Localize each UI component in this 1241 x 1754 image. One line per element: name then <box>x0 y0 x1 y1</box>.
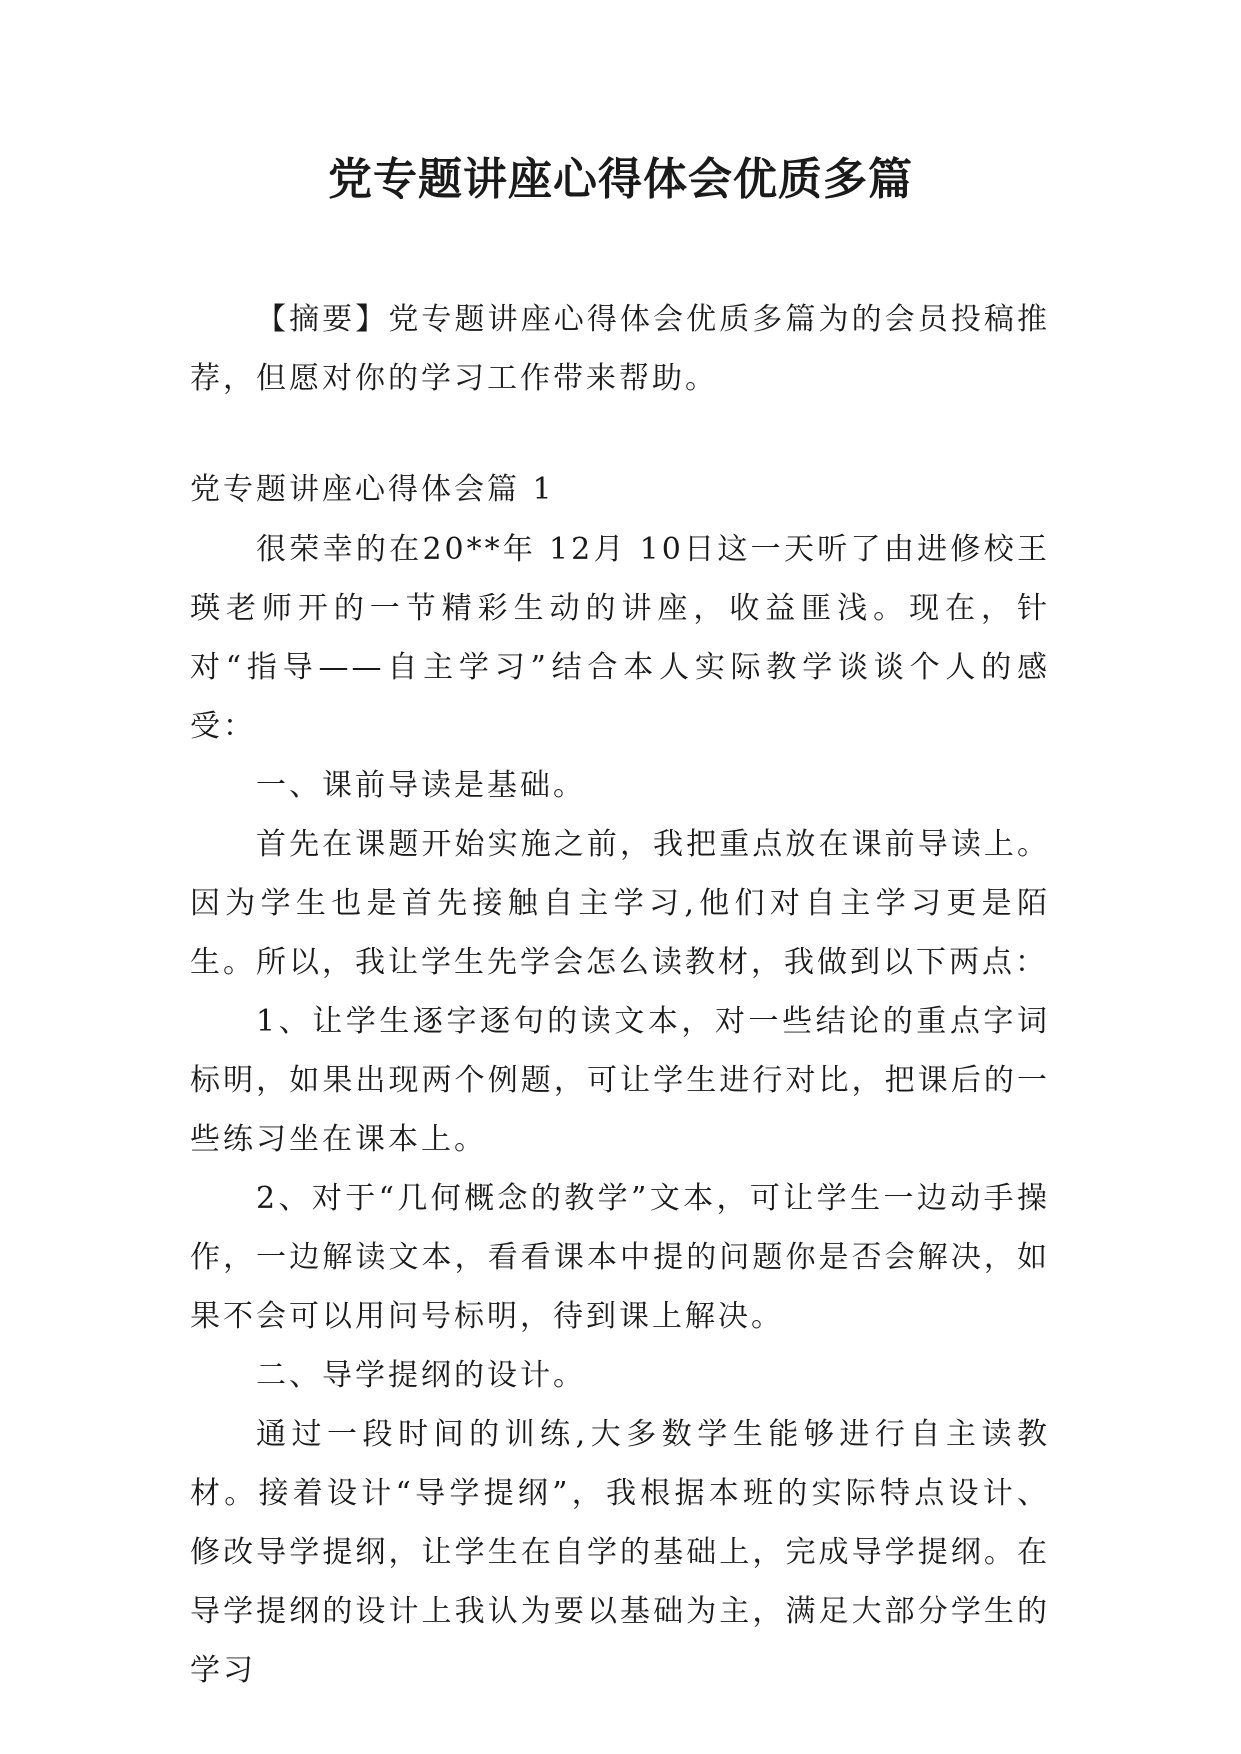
abstract-paragraph: 【摘要】党专题讲座心得体会优质多篇为的会员投稿推荐，但愿对你的学习工作带来帮助。 <box>190 302 1050 396</box>
section-heading: 党专题讲座心得体会篇 1 <box>190 472 555 507</box>
subheading-paragraph: 一、课前导读是基础。 <box>256 768 586 803</box>
body-paragraph: 很荣幸的在20**年 12月 10日这一天听了由进修校王瑛老师开的一节精彩生动的讲座，收益匪浅。现在，针对“指导——自主学习”结合本人实际教学谈谈个人的感受： <box>190 532 1050 744</box>
document-title: 党专题讲座心得体会优质多篇 <box>328 154 913 205</box>
numbered-paragraph: 2、对于“几何概念的教学”文本，可让学生一边动手操作，一边解读文本，看看课本中提的问题你是否会解决，如果不会可以用问号标明，待到课上解决。 <box>190 1181 1050 1334</box>
subheading-paragraph: 二、导学提纲的设计。 <box>256 1358 586 1393</box>
body-paragraph: 通过一段时间的训练,大多数学生能够进行自主读教材。接着设计“导学提纲”，我根据本班的实际特点设计、修改导学提纲，让学生在自学的基础上，完成导学提纲。在导学提纲的设计上我认为要以基础为主，满足大部分学生的学习 <box>190 1417 1050 1688</box>
numbered-paragraph: 1、让学生逐字逐句的读文本，对一些结论的重点字词标明，如果出现两个例题，可让学生进行对比，把课后的一些练习坐在课本上。 <box>190 1004 1050 1157</box>
body-paragraph: 首先在课题开始实施之前，我把重点放在课前导读上。因为学生也是首先接触自主学习,他们对自主学习更是陌生。所以，我让学生先学会怎么读教材，我做到以下两点： <box>190 827 1050 980</box>
section-body <box>190 520 1050 1700</box>
